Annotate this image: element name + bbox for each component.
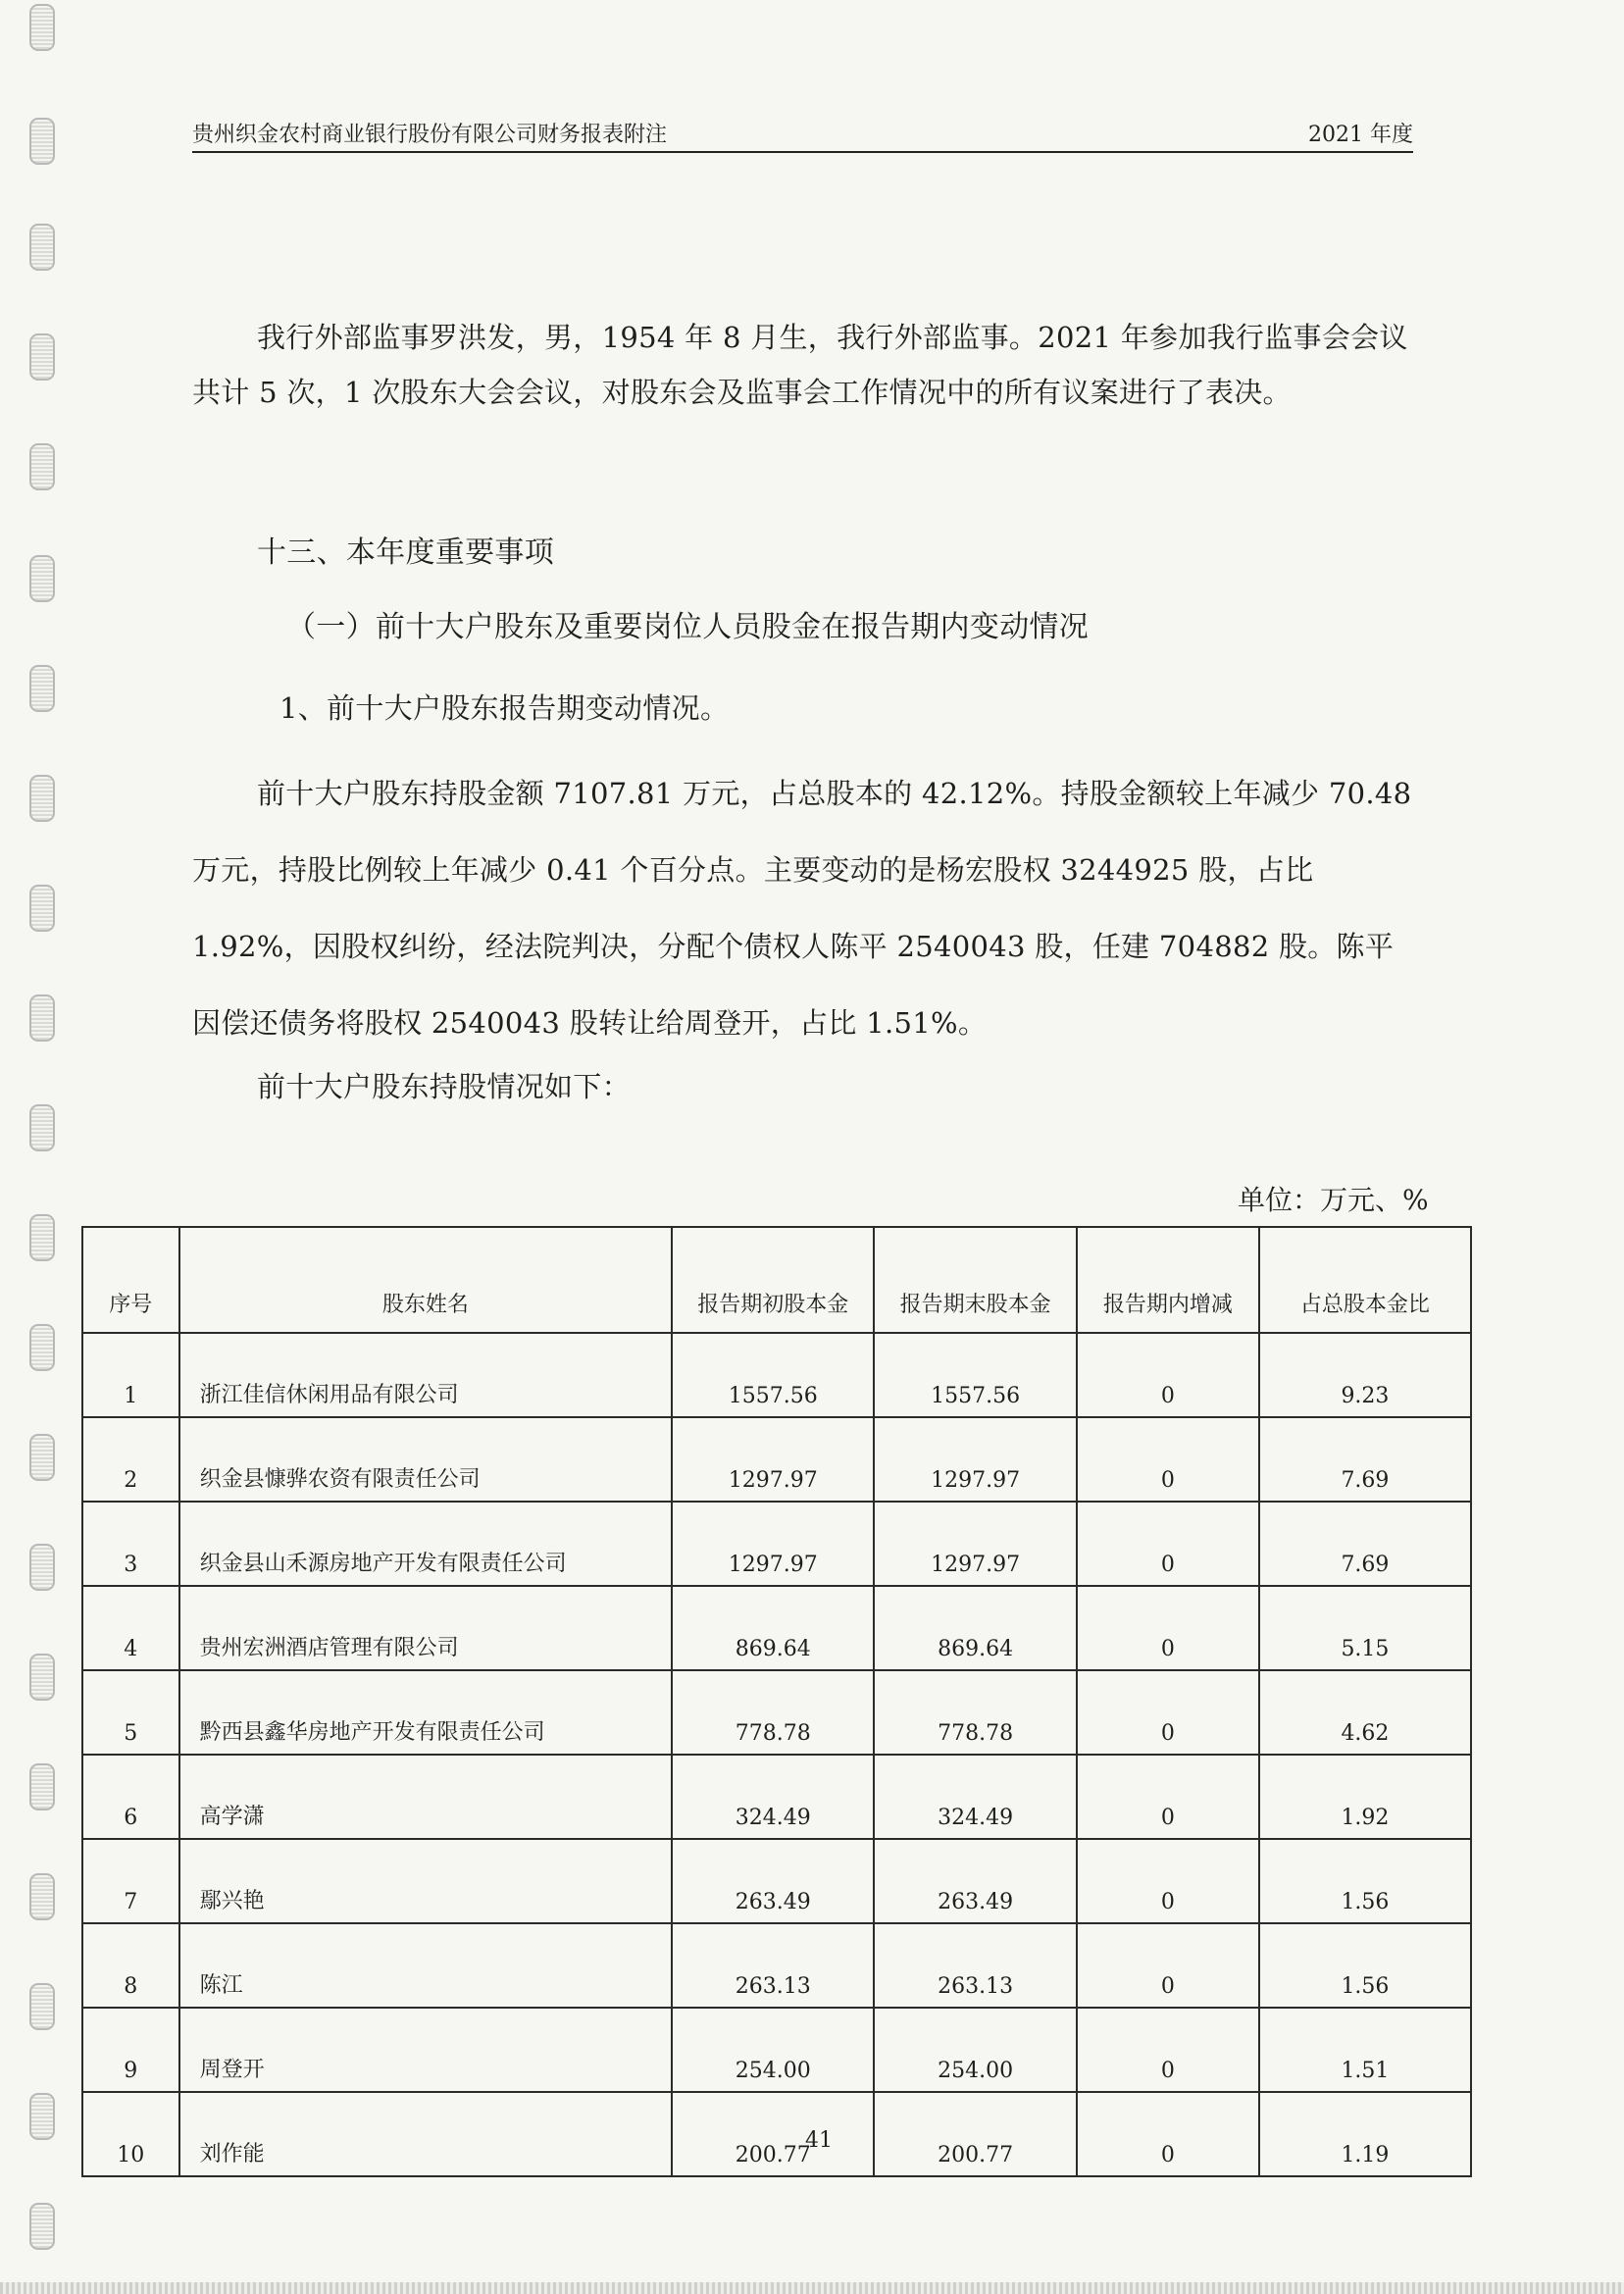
binding-hole xyxy=(29,1104,55,1151)
header-year: 2021 年度 xyxy=(1308,123,1413,147)
header-ratio: 占总股本金比 xyxy=(1259,1227,1471,1333)
cell-begin: 1297.97 xyxy=(672,1417,874,1502)
cell-ratio: 7.69 xyxy=(1259,1502,1471,1586)
cell-name: 织金县山禾源房地产开发有限责任公司 xyxy=(179,1502,672,1586)
cell-change: 0 xyxy=(1077,1923,1259,2008)
cell-change: 0 xyxy=(1077,1333,1259,1417)
cell-change: 0 xyxy=(1077,1502,1259,1586)
cell-name: 浙江佳信休闲用品有限公司 xyxy=(179,1333,672,1417)
binding-hole xyxy=(29,775,55,822)
page-number: 41 xyxy=(805,2128,833,2153)
cell-end: 1557.56 xyxy=(874,1333,1076,1417)
cell-end: 200.77 xyxy=(874,2092,1076,2176)
binding-hole xyxy=(29,665,55,712)
table-row xyxy=(82,1586,1471,1670)
cell-name: 高学潇 xyxy=(179,1755,672,1839)
binding-hole xyxy=(29,555,55,602)
header-name: 股东姓名 xyxy=(179,1227,672,1333)
cell-begin: 778.78 xyxy=(672,1670,874,1755)
cell-ratio: 1.92 xyxy=(1259,1755,1471,1839)
cell-change: 0 xyxy=(1077,1755,1259,1839)
cell-name: 周登开 xyxy=(179,2008,672,2092)
table-row xyxy=(82,1670,1471,1755)
binding-hole xyxy=(29,1763,55,1810)
cell-no: 4 xyxy=(82,1586,179,1670)
cell-no: 6 xyxy=(82,1755,179,1839)
cell-begin: 200.77 xyxy=(672,2092,874,2176)
cell-no: 8 xyxy=(82,1923,179,2008)
cell-ratio: 1.51 xyxy=(1259,2008,1471,2092)
cell-change: 0 xyxy=(1077,2008,1259,2092)
table-row xyxy=(82,2008,1471,2092)
binding-hole xyxy=(29,443,55,490)
cell-name: 黔西县鑫华房地产开发有限责任公司 xyxy=(179,1670,672,1755)
binding-hole xyxy=(29,2203,55,2250)
header-title: 贵州织金农村商业银行股份有限公司财务报表附注 xyxy=(192,123,668,147)
cell-change: 0 xyxy=(1077,1417,1259,1502)
cell-ratio: 1.56 xyxy=(1259,1839,1471,1923)
cell-name: 陈江 xyxy=(179,1923,672,2008)
header-begin: 报告期初股本金 xyxy=(672,1227,874,1333)
binding-hole xyxy=(29,1544,55,1591)
cell-name: 贵州宏洲酒店管理有限公司 xyxy=(179,1586,672,1670)
binding-hole xyxy=(29,1983,55,2030)
binding-hole xyxy=(29,224,55,271)
shareholder-table xyxy=(81,1226,1472,2177)
binding-hole xyxy=(29,1434,55,1481)
page-edge xyxy=(0,2282,1624,2294)
cell-change: 0 xyxy=(1077,1670,1259,1755)
table-row xyxy=(82,1333,1471,1417)
section-title: 十三、本年度重要事项 xyxy=(257,535,554,570)
table-header-row xyxy=(82,1227,1471,1333)
cell-end: 1297.97 xyxy=(874,1417,1076,1502)
cell-no: 5 xyxy=(82,1670,179,1755)
cell-begin: 324.49 xyxy=(672,1755,874,1839)
cell-no: 7 xyxy=(82,1839,179,1923)
cell-end: 324.49 xyxy=(874,1755,1076,1839)
cell-no: 2 xyxy=(82,1417,179,1502)
table-row xyxy=(82,1417,1471,1502)
cell-change: 0 xyxy=(1077,1839,1259,1923)
cell-ratio: 5.15 xyxy=(1259,1586,1471,1670)
cell-ratio: 4.62 xyxy=(1259,1670,1471,1755)
item-title: 1、前十大户股东报告期变动情况。 xyxy=(279,691,730,725)
binding-hole xyxy=(29,4,55,51)
cell-end: 254.00 xyxy=(874,2008,1076,2092)
cell-name: 刘作能 xyxy=(179,2092,672,2176)
cell-begin: 1557.56 xyxy=(672,1333,874,1417)
binding-hole xyxy=(29,1324,55,1371)
cell-ratio: 1.19 xyxy=(1259,2092,1471,2176)
binding-hole xyxy=(29,1214,55,1261)
table-row xyxy=(82,1755,1471,1839)
cell-no: 1 xyxy=(82,1333,179,1417)
table-row xyxy=(82,1923,1471,2008)
paragraph-intro: 前十大户股东持股情况如下： xyxy=(257,1070,631,1103)
cell-no: 3 xyxy=(82,1502,179,1586)
cell-ratio: 9.23 xyxy=(1259,1333,1471,1417)
cell-change: 0 xyxy=(1077,2092,1259,2176)
cell-begin: 869.64 xyxy=(672,1586,874,1670)
binding-hole xyxy=(29,118,55,165)
cell-begin: 263.49 xyxy=(672,1839,874,1923)
cell-end: 263.49 xyxy=(874,1839,1076,1923)
cell-name: 织金县慷骅农资有限责任公司 xyxy=(179,1417,672,1502)
subsection-title: （一）前十大户股东及重要岗位人员股金在报告期内变动情况 xyxy=(286,610,1090,644)
cell-no: 10 xyxy=(82,2092,179,2176)
cell-end: 869.64 xyxy=(874,1586,1076,1670)
cell-begin: 254.00 xyxy=(672,2008,874,2092)
binding-hole xyxy=(29,885,55,932)
cell-ratio: 7.69 xyxy=(1259,1417,1471,1502)
cell-begin: 263.13 xyxy=(672,1923,874,2008)
binding-hole xyxy=(29,1873,55,1920)
header-end: 报告期末股本金 xyxy=(874,1227,1076,1333)
cell-begin: 1297.97 xyxy=(672,1502,874,1586)
cell-end: 263.13 xyxy=(874,1923,1076,2008)
binding-holes xyxy=(18,0,63,2294)
binding-hole xyxy=(29,333,55,381)
cell-no: 9 xyxy=(82,2008,179,2092)
binding-hole xyxy=(29,1654,55,1701)
page-header xyxy=(192,116,1413,153)
header-change: 报告期内增减 xyxy=(1077,1227,1259,1333)
binding-hole xyxy=(29,2093,55,2140)
cell-end: 1297.97 xyxy=(874,1502,1076,1586)
paragraph-supervisor: 我行外部监事罗洪发，男，1954 年 8 月生，我行外部监事。2021 年参加我行监事会会议共计 5 次，1 次股东大会会议，对股东会及监事会工作情况中的所有议案进行了表决。 xyxy=(192,321,1408,409)
header-no: 序号 xyxy=(82,1227,179,1333)
cell-name: 鄢兴艳 xyxy=(179,1839,672,1923)
table-row xyxy=(82,1502,1471,1586)
paragraph-summary: 前十大户股东持股金额 7107.81 万元，占总股本的 42.12%。持股金额较上年减少 70.48 万元，持股比例较上年减少 0.41 个百分点。主要变动的是杨宏股权 3244925 股，占比 1.92%，因股权纠纷，经法院判决，分配个债权人陈平 2540043 股，任建 704882 股。陈平因偿还债务将股权 2540043 股转让给周登开，占比 1.51%。 xyxy=(192,777,1412,1040)
table-unit: 单位：万元、% xyxy=(1238,1184,1429,1216)
cell-ratio: 1.56 xyxy=(1259,1923,1471,2008)
cell-end: 778.78 xyxy=(874,1670,1076,1755)
binding-hole xyxy=(29,994,55,1042)
cell-change: 0 xyxy=(1077,1586,1259,1670)
table-row xyxy=(82,1839,1471,1923)
